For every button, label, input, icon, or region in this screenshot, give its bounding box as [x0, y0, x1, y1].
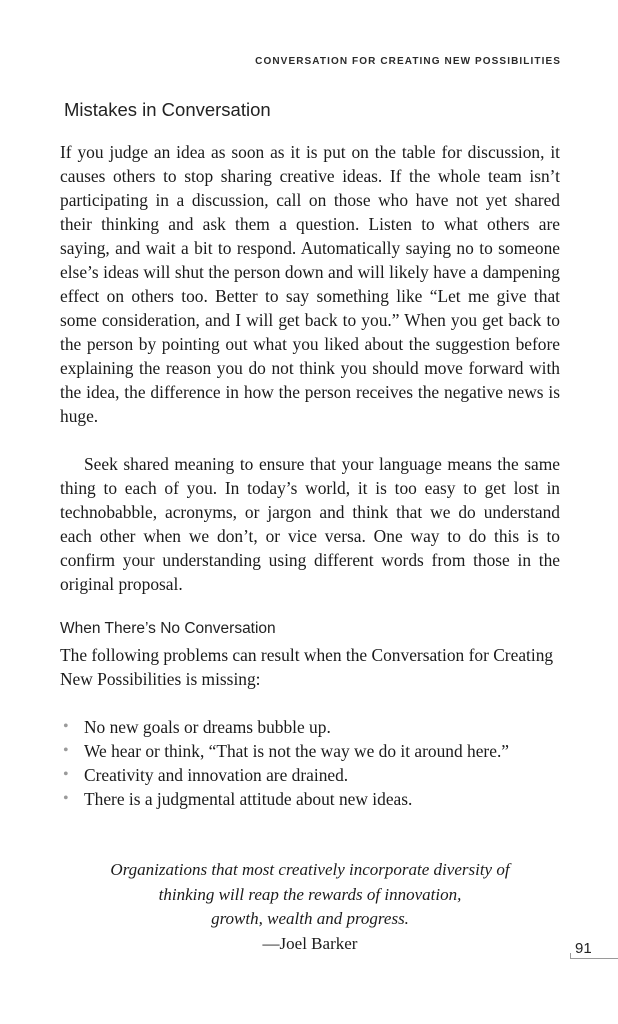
paragraph-text: The following problems can result when the Conversation for Creating New Possibilities is missing: [60, 645, 554, 689]
quote-line: Organizations that most creatively incorporate diversity of [110, 860, 510, 879]
section-heading: Mistakes in Conversation [64, 99, 271, 120]
epigraph-quote [60, 858, 560, 956]
paragraph-text: Seek shared meaning to ensure that your language means the same thing to each of you. In today’s world, it is too easy to get lost in technobabble, acronyms, or jargon and think that we do understand each other when we don’t, or vice versa. One way to do this is to confirm your understanding using different words from those in the original proposal. [60, 454, 560, 594]
list-item: • Creativity and innovation are drained. [60, 763, 560, 787]
paragraph-text: If you judge an idea as soon as it is put on the table for discussion, it causes others to stop sharing creative ideas. If the whole team isn’t participating in a discussion, call on those who have not yet shared their thinking and ask them a question. Listen to what others are saying, and wait a bit to respond. Automatically saying no to someone else’s ideas will shut the person down and will likely have a dampening effect on others too. Better to say something like “Let me give that some consideration, and I will get back to you.” When you get back to the person by pointing out what you liked about the suggestion before explaining the reason you do not think you should move forward with the idea, the difference in how the person receives the negative news is huge. [60, 142, 560, 426]
list-item: • No new goals or dreams bubble up. [60, 715, 560, 739]
body-paragraph-1 [60, 140, 560, 428]
page-number: 91 [575, 940, 592, 957]
running-head: CONVERSATION FOR CREATING NEW POSSIBILITIES [255, 56, 561, 67]
quote-line: growth, wealth and progress. [211, 909, 409, 928]
intro-paragraph [60, 643, 560, 691]
quote-line: thinking will reap the rewards of innovation, [158, 884, 462, 904]
problem-list [60, 715, 560, 811]
subheading: When There’s No Conversation [60, 620, 276, 637]
body-paragraph-2 [60, 452, 560, 596]
list-item: • We hear or think, “That is not the way we do it around here.” [60, 739, 560, 763]
quote-attribution: —Joel Barker [262, 933, 358, 953]
page-number-rule [570, 958, 618, 959]
list-item: • There is a judgmental attitude about new ideas. [60, 787, 560, 811]
